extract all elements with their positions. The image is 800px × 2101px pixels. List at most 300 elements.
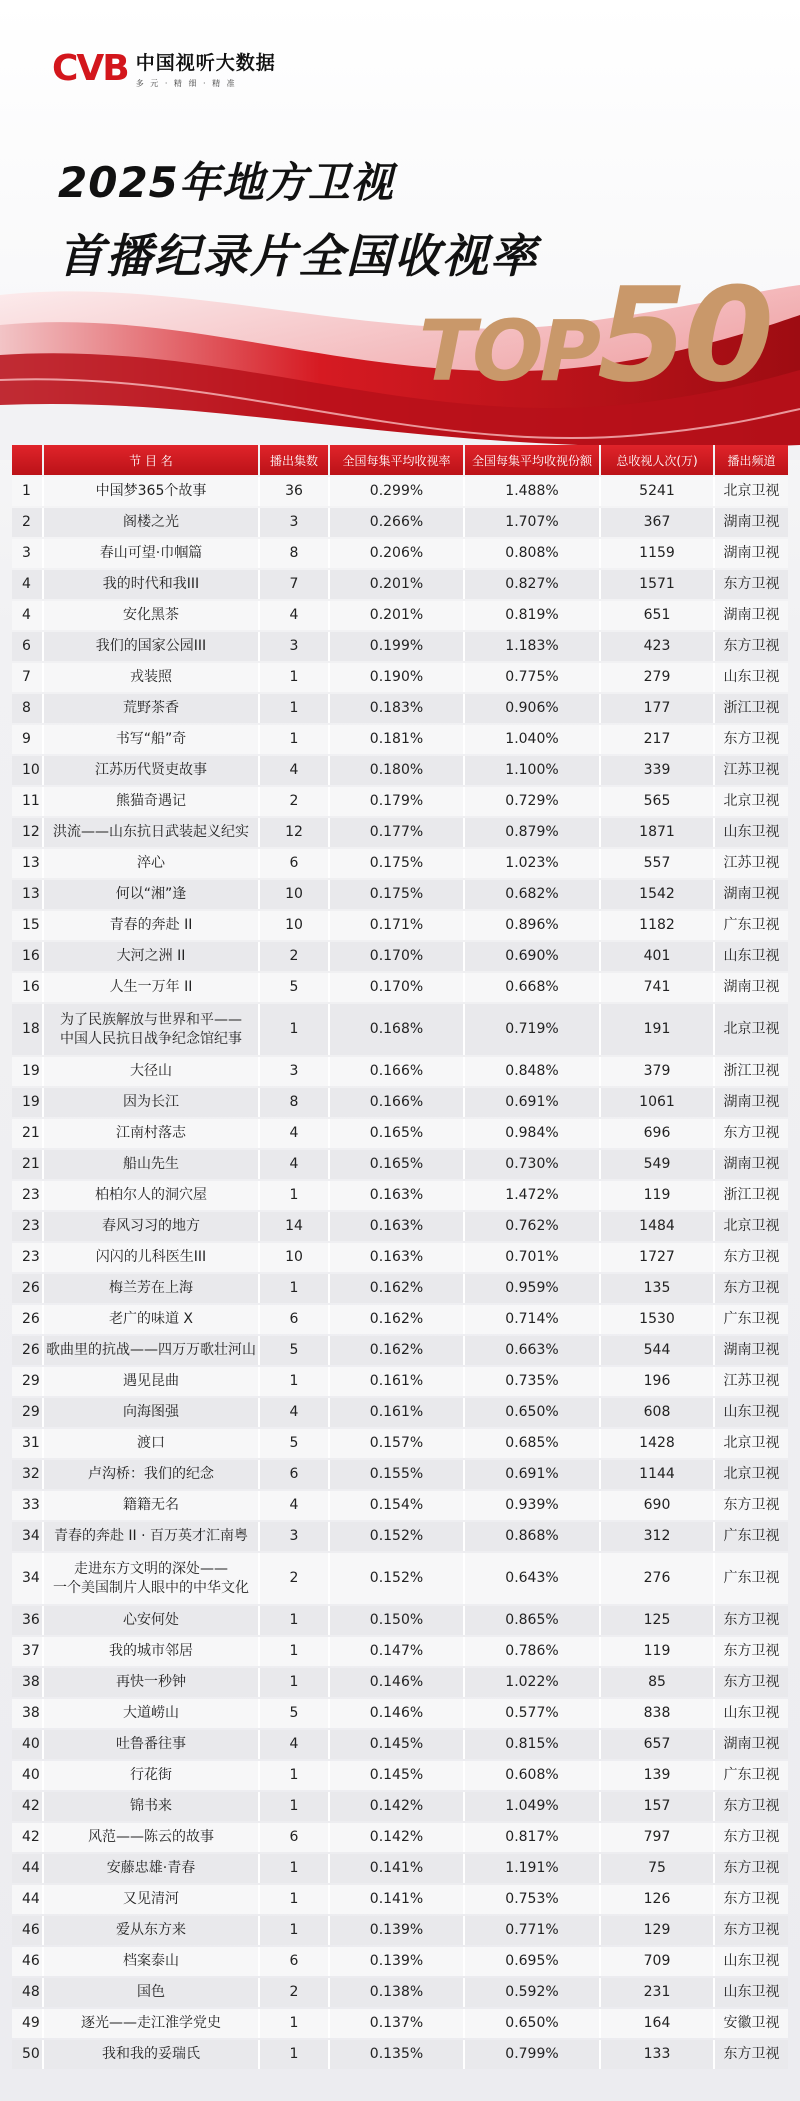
- viewers-cell: 557: [599, 849, 713, 878]
- rank-cell: 38: [12, 1699, 42, 1728]
- rating-cell: 0.154%: [328, 1491, 463, 1520]
- channel-cell: 浙江卫视: [713, 1181, 788, 1210]
- channel-cell: 东方卫视: [713, 2040, 788, 2069]
- channel-cell: 湖南卫视: [713, 1088, 788, 1117]
- channel-cell: 北京卫视: [713, 1429, 788, 1458]
- name-cell: 我的时代和我III: [42, 570, 258, 599]
- viewers-cell: 367: [599, 508, 713, 537]
- rank-cell: 12: [12, 818, 42, 847]
- name-cell: 行花街: [42, 1761, 258, 1790]
- header-episodes: 播出集数: [258, 445, 328, 475]
- name-cell: 戎装照: [42, 663, 258, 692]
- name-cell: 国色: [42, 1978, 258, 2007]
- rating-cell: 0.135%: [328, 2040, 463, 2069]
- table-row: [12, 1491, 788, 1520]
- episodes-cell: 1: [258, 1004, 328, 1055]
- viewers-cell: 1144: [599, 1460, 713, 1489]
- name-cell: 心安何处: [42, 1606, 258, 1635]
- episodes-cell: 12: [258, 818, 328, 847]
- viewers-cell: 312: [599, 1522, 713, 1551]
- share-cell: 0.815%: [463, 1730, 599, 1759]
- channel-cell: 东方卫视: [713, 1243, 788, 1272]
- episodes-cell: 1: [258, 1885, 328, 1914]
- rank-cell: 19: [12, 1088, 42, 1117]
- table-row: [12, 1761, 788, 1790]
- share-cell: 0.879%: [463, 818, 599, 847]
- rating-cell: 0.141%: [328, 1885, 463, 1914]
- rating-cell: 0.162%: [328, 1274, 463, 1303]
- rating-cell: 0.163%: [328, 1212, 463, 1241]
- table-row: [12, 663, 788, 692]
- episodes-cell: 1: [258, 725, 328, 754]
- rating-cell: 0.152%: [328, 1522, 463, 1551]
- table-row: [12, 1606, 788, 1635]
- rating-cell: 0.139%: [328, 1947, 463, 1976]
- rank-cell: 4: [12, 601, 42, 630]
- share-cell: 0.730%: [463, 1150, 599, 1179]
- viewers-cell: 379: [599, 1057, 713, 1086]
- viewers-cell: 1727: [599, 1243, 713, 1272]
- viewers-cell: 838: [599, 1699, 713, 1728]
- rank-cell: 11: [12, 787, 42, 816]
- episodes-cell: 1: [258, 2040, 328, 2069]
- episodes-cell: 5: [258, 1429, 328, 1458]
- table-row: [12, 756, 788, 785]
- rating-cell: 0.299%: [328, 477, 463, 506]
- rank-cell: 7: [12, 663, 42, 692]
- table-row: [12, 632, 788, 661]
- name-cell: 青春的奔赴 II: [42, 911, 258, 940]
- episodes-cell: 5: [258, 1699, 328, 1728]
- table-row: [12, 1004, 788, 1055]
- rank-cell: 32: [12, 1460, 42, 1489]
- viewers-cell: 1530: [599, 1305, 713, 1334]
- channel-cell: 湖南卫视: [713, 1150, 788, 1179]
- table-row: [12, 1637, 788, 1666]
- table-row: [12, 1274, 788, 1303]
- episodes-cell: 2: [258, 1978, 328, 2007]
- episodes-cell: 4: [258, 756, 328, 785]
- table-row: [12, 1947, 788, 1976]
- ratings-table-container: [12, 443, 788, 2071]
- viewers-cell: 276: [599, 1553, 713, 1604]
- name-cell: 熊猫奇遇记: [42, 787, 258, 816]
- channel-cell: 东方卫视: [713, 1854, 788, 1883]
- table-header-row: [12, 445, 788, 475]
- episodes-cell: 3: [258, 632, 328, 661]
- channel-cell: 东方卫视: [713, 725, 788, 754]
- rank-cell: 16: [12, 973, 42, 1002]
- rating-cell: 0.157%: [328, 1429, 463, 1458]
- rating-cell: 0.145%: [328, 1761, 463, 1790]
- rank-cell: 42: [12, 1823, 42, 1852]
- channel-cell: 北京卫视: [713, 787, 788, 816]
- rating-cell: 0.179%: [328, 787, 463, 816]
- rank-cell: 37: [12, 1637, 42, 1666]
- viewers-cell: 608: [599, 1398, 713, 1427]
- episodes-cell: 3: [258, 1057, 328, 1086]
- rank-cell: 26: [12, 1305, 42, 1334]
- rating-cell: 0.162%: [328, 1305, 463, 1334]
- viewers-cell: 1571: [599, 570, 713, 599]
- name-cell: 柏柏尔人的洞穴屋: [42, 1181, 258, 1210]
- table-row: [12, 911, 788, 940]
- viewers-cell: 164: [599, 2009, 713, 2038]
- viewers-cell: 196: [599, 1367, 713, 1396]
- table-row: [12, 880, 788, 909]
- channel-cell: 东方卫视: [713, 1606, 788, 1635]
- name-cell: 荒野茶香: [42, 694, 258, 723]
- table-row: [12, 1792, 788, 1821]
- table-row: [12, 1854, 788, 1883]
- channel-cell: 山东卫视: [713, 1947, 788, 1976]
- channel-cell: 北京卫视: [713, 477, 788, 506]
- table-row: [12, 973, 788, 1002]
- rank-cell: 19: [12, 1057, 42, 1086]
- rank-cell: 23: [12, 1181, 42, 1210]
- table-row: [12, 1181, 788, 1210]
- rating-cell: 0.146%: [328, 1668, 463, 1697]
- rank-cell: 36: [12, 1606, 42, 1635]
- rating-cell: 0.170%: [328, 973, 463, 1002]
- rank-cell: 48: [12, 1978, 42, 2007]
- share-cell: 0.695%: [463, 1947, 599, 1976]
- name-cell: 逐光——走江淮学党史: [42, 2009, 258, 2038]
- episodes-cell: 1: [258, 1668, 328, 1697]
- share-cell: 0.817%: [463, 1823, 599, 1852]
- name-cell: 老广的味道 X: [42, 1305, 258, 1334]
- rating-cell: 0.168%: [328, 1004, 463, 1055]
- episodes-cell: 1: [258, 1367, 328, 1396]
- table-row: [12, 2040, 788, 2069]
- rank-cell: 21: [12, 1150, 42, 1179]
- share-cell: 1.023%: [463, 849, 599, 878]
- share-cell: 0.753%: [463, 1885, 599, 1914]
- share-cell: 1.022%: [463, 1668, 599, 1697]
- name-cell: 春风习习的地方: [42, 1212, 258, 1241]
- share-cell: 0.719%: [463, 1004, 599, 1055]
- share-cell: 0.691%: [463, 1088, 599, 1117]
- table-row: [12, 1823, 788, 1852]
- rating-cell: 0.266%: [328, 508, 463, 537]
- viewers-cell: 125: [599, 1606, 713, 1635]
- viewers-cell: 651: [599, 601, 713, 630]
- episodes-cell: 3: [258, 1522, 328, 1551]
- share-cell: 0.868%: [463, 1522, 599, 1551]
- episodes-cell: 4: [258, 1730, 328, 1759]
- share-cell: 0.959%: [463, 1274, 599, 1303]
- episodes-cell: 36: [258, 477, 328, 506]
- name-cell: 我和我的妥瑞氏: [42, 2040, 258, 2069]
- channel-cell: 东方卫视: [713, 1637, 788, 1666]
- rank-cell: 21: [12, 1119, 42, 1148]
- share-cell: 0.592%: [463, 1978, 599, 2007]
- rating-cell: 0.183%: [328, 694, 463, 723]
- channel-cell: 东方卫视: [713, 1885, 788, 1914]
- share-cell: 0.735%: [463, 1367, 599, 1396]
- name-cell: 中国梦365个故事: [42, 477, 258, 506]
- rank-cell: 46: [12, 1916, 42, 1945]
- name-cell: 遇见昆曲: [42, 1367, 258, 1396]
- share-cell: 0.762%: [463, 1212, 599, 1241]
- rating-cell: 0.175%: [328, 849, 463, 878]
- viewers-cell: 544: [599, 1336, 713, 1365]
- rank-cell: 46: [12, 1947, 42, 1976]
- rank-cell: 26: [12, 1336, 42, 1365]
- table-row: [12, 1460, 788, 1489]
- rating-cell: 0.177%: [328, 818, 463, 847]
- rank-cell: 34: [12, 1553, 42, 1604]
- rank-cell: 8: [12, 694, 42, 723]
- rank-cell: 33: [12, 1491, 42, 1520]
- name-cell: 何以“湘”逢: [42, 880, 258, 909]
- rank-cell: 4: [12, 570, 42, 599]
- top-number: 50: [597, 259, 770, 411]
- share-cell: 1.488%: [463, 477, 599, 506]
- header-share: 全国每集平均收视份额: [463, 445, 599, 475]
- rank-cell: 13: [12, 880, 42, 909]
- episodes-cell: 14: [258, 1212, 328, 1241]
- table-row: [12, 1553, 788, 1604]
- rating-cell: 0.165%: [328, 1150, 463, 1179]
- viewers-cell: 1542: [599, 880, 713, 909]
- rating-cell: 0.161%: [328, 1367, 463, 1396]
- rank-cell: 18: [12, 1004, 42, 1055]
- rating-cell: 0.166%: [328, 1088, 463, 1117]
- rating-cell: 0.155%: [328, 1460, 463, 1489]
- share-cell: 0.701%: [463, 1243, 599, 1272]
- share-cell: 0.906%: [463, 694, 599, 723]
- rank-cell: 50: [12, 2040, 42, 2069]
- share-cell: 0.775%: [463, 663, 599, 692]
- share-cell: 1.472%: [463, 1181, 599, 1210]
- channel-cell: 山东卫视: [713, 1699, 788, 1728]
- rating-cell: 0.162%: [328, 1336, 463, 1365]
- channel-cell: 北京卫视: [713, 1004, 788, 1055]
- table-row: [12, 1212, 788, 1241]
- name-cell: 卢沟桥：我们的纪念: [42, 1460, 258, 1489]
- viewers-cell: 1871: [599, 818, 713, 847]
- episodes-cell: 1: [258, 1792, 328, 1821]
- table-row: [12, 1088, 788, 1117]
- table-row: [12, 2009, 788, 2038]
- episodes-cell: 6: [258, 1460, 328, 1489]
- rating-cell: 0.150%: [328, 1606, 463, 1635]
- rank-cell: 29: [12, 1398, 42, 1427]
- viewers-cell: 401: [599, 942, 713, 971]
- share-cell: 0.663%: [463, 1336, 599, 1365]
- share-cell: 0.771%: [463, 1916, 599, 1945]
- rating-cell: 0.199%: [328, 632, 463, 661]
- table-row: [12, 601, 788, 630]
- table-row: [12, 1367, 788, 1396]
- name-cell: 春山可望·巾帼篇: [42, 539, 258, 568]
- share-cell: 0.668%: [463, 973, 599, 1002]
- episodes-cell: 10: [258, 1243, 328, 1272]
- name-cell: 淬心: [42, 849, 258, 878]
- name-cell: 风范——陈云的故事: [42, 1823, 258, 1852]
- share-cell: 0.808%: [463, 539, 599, 568]
- name-cell: 梅兰芳在上海: [42, 1274, 258, 1303]
- share-cell: 1.100%: [463, 756, 599, 785]
- header-name: 节 目 名: [42, 445, 258, 475]
- rank-cell: 44: [12, 1854, 42, 1883]
- table-row: [12, 1885, 788, 1914]
- episodes-cell: 8: [258, 539, 328, 568]
- viewers-cell: 217: [599, 725, 713, 754]
- share-cell: 0.939%: [463, 1491, 599, 1520]
- share-cell: 0.685%: [463, 1429, 599, 1458]
- rating-cell: 0.206%: [328, 539, 463, 568]
- viewers-cell: 565: [599, 787, 713, 816]
- name-cell: 又见清河: [42, 1885, 258, 1914]
- name-cell: 为了民族解放与世界和平—— 中国人民抗日战争纪念馆纪事: [42, 1004, 258, 1055]
- channel-cell: 安徽卫视: [713, 2009, 788, 2038]
- rank-cell: 40: [12, 1761, 42, 1790]
- rank-cell: 2: [12, 508, 42, 537]
- channel-cell: 广东卫视: [713, 911, 788, 940]
- rank-cell: 6: [12, 632, 42, 661]
- episodes-cell: 8: [258, 1088, 328, 1117]
- viewers-cell: 5241: [599, 477, 713, 506]
- rating-cell: 0.201%: [328, 601, 463, 630]
- name-cell: 洪流——山东抗日武装起义纪实: [42, 818, 258, 847]
- rank-cell: 13: [12, 849, 42, 878]
- channel-cell: 广东卫视: [713, 1522, 788, 1551]
- episodes-cell: 6: [258, 1947, 328, 1976]
- top50-label: [418, 259, 770, 411]
- rating-cell: 0.146%: [328, 1699, 463, 1728]
- share-cell: 0.984%: [463, 1119, 599, 1148]
- share-cell: 0.643%: [463, 1553, 599, 1604]
- viewers-cell: 133: [599, 2040, 713, 2069]
- viewers-cell: 135: [599, 1274, 713, 1303]
- viewers-cell: 1061: [599, 1088, 713, 1117]
- channel-cell: 东方卫视: [713, 1274, 788, 1303]
- viewers-cell: 690: [599, 1491, 713, 1520]
- episodes-cell: 1: [258, 1916, 328, 1945]
- channel-cell: 山东卫视: [713, 818, 788, 847]
- episodes-cell: 4: [258, 1398, 328, 1427]
- name-cell: 安藤忠雄·青春: [42, 1854, 258, 1883]
- table-row: [12, 1305, 788, 1334]
- share-cell: 0.650%: [463, 2009, 599, 2038]
- episodes-cell: 7: [258, 570, 328, 599]
- episodes-cell: 1: [258, 1606, 328, 1635]
- table-row: [12, 787, 788, 816]
- rating-cell: 0.201%: [328, 570, 463, 599]
- name-cell: 爱从东方来: [42, 1916, 258, 1945]
- channel-cell: 广东卫视: [713, 1553, 788, 1604]
- viewers-cell: 741: [599, 973, 713, 1002]
- viewers-cell: 549: [599, 1150, 713, 1179]
- rank-cell: 34: [12, 1522, 42, 1551]
- channel-cell: 东方卫视: [713, 1823, 788, 1852]
- rating-cell: 0.165%: [328, 1119, 463, 1148]
- viewers-cell: 1182: [599, 911, 713, 940]
- title-line-1: 2025年地方卫视: [58, 158, 394, 207]
- viewers-cell: 339: [599, 756, 713, 785]
- table-row: [12, 477, 788, 506]
- rating-cell: 0.163%: [328, 1243, 463, 1272]
- episodes-cell: 1: [258, 663, 328, 692]
- share-cell: 0.682%: [463, 880, 599, 909]
- name-cell: 我们的国家公园III: [42, 632, 258, 661]
- episodes-cell: 4: [258, 601, 328, 630]
- share-cell: 1.040%: [463, 725, 599, 754]
- channel-cell: 山东卫视: [713, 942, 788, 971]
- name-cell: 江南村落志: [42, 1119, 258, 1148]
- share-cell: 0.848%: [463, 1057, 599, 1086]
- channel-cell: 山东卫视: [713, 1398, 788, 1427]
- viewers-cell: 75: [599, 1854, 713, 1883]
- table-row: [12, 1522, 788, 1551]
- channel-cell: 湖南卫视: [713, 973, 788, 1002]
- channel-cell: 江苏卫视: [713, 756, 788, 785]
- rank-cell: 16: [12, 942, 42, 971]
- table-row: [12, 1057, 788, 1086]
- table-row: [12, 1978, 788, 2007]
- table-row: [12, 1916, 788, 1945]
- viewers-cell: 119: [599, 1637, 713, 1666]
- channel-cell: 湖南卫视: [713, 1730, 788, 1759]
- page-title: [58, 150, 538, 286]
- rating-cell: 0.137%: [328, 2009, 463, 2038]
- episodes-cell: 3: [258, 508, 328, 537]
- top-prefix: TOP: [418, 302, 598, 400]
- episodes-cell: 1: [258, 694, 328, 723]
- share-cell: 0.786%: [463, 1637, 599, 1666]
- name-cell: 歌曲里的抗战——四万万歌壮河山: [42, 1336, 258, 1365]
- channel-cell: 广东卫视: [713, 1761, 788, 1790]
- rank-cell: 38: [12, 1668, 42, 1697]
- rating-cell: 0.141%: [328, 1854, 463, 1883]
- rank-cell: 40: [12, 1730, 42, 1759]
- rank-cell: 15: [12, 911, 42, 940]
- channel-cell: 江苏卫视: [713, 1367, 788, 1396]
- channel-cell: 浙江卫视: [713, 694, 788, 723]
- table-row: [12, 1429, 788, 1458]
- rank-cell: 44: [12, 1885, 42, 1914]
- channel-cell: 湖南卫视: [713, 601, 788, 630]
- rating-cell: 0.180%: [328, 756, 463, 785]
- episodes-cell: 5: [258, 1336, 328, 1365]
- table-row: [12, 849, 788, 878]
- table-row: [12, 725, 788, 754]
- share-cell: 1.191%: [463, 1854, 599, 1883]
- share-cell: 1.707%: [463, 508, 599, 537]
- episodes-cell: 4: [258, 1491, 328, 1520]
- name-cell: 人生一万年 II: [42, 973, 258, 1002]
- rank-cell: 49: [12, 2009, 42, 2038]
- logo-text: [136, 48, 276, 89]
- title-line-2: 首播纪录片全国收视率: [58, 229, 538, 283]
- channel-cell: 东方卫视: [713, 1491, 788, 1520]
- viewers-cell: 1484: [599, 1212, 713, 1241]
- rating-cell: 0.175%: [328, 880, 463, 909]
- table-row: [12, 818, 788, 847]
- name-cell: 大河之洲 II: [42, 942, 258, 971]
- episodes-cell: 4: [258, 1119, 328, 1148]
- channel-cell: 湖南卫视: [713, 539, 788, 568]
- channel-cell: 浙江卫视: [713, 1057, 788, 1086]
- viewers-cell: 1428: [599, 1429, 713, 1458]
- name-cell: 书写“船”奇: [42, 725, 258, 754]
- logo-name: 中国视听大数据: [135, 52, 276, 74]
- channel-cell: 东方卫视: [713, 570, 788, 599]
- viewers-cell: 709: [599, 1947, 713, 1976]
- viewers-cell: 191: [599, 1004, 713, 1055]
